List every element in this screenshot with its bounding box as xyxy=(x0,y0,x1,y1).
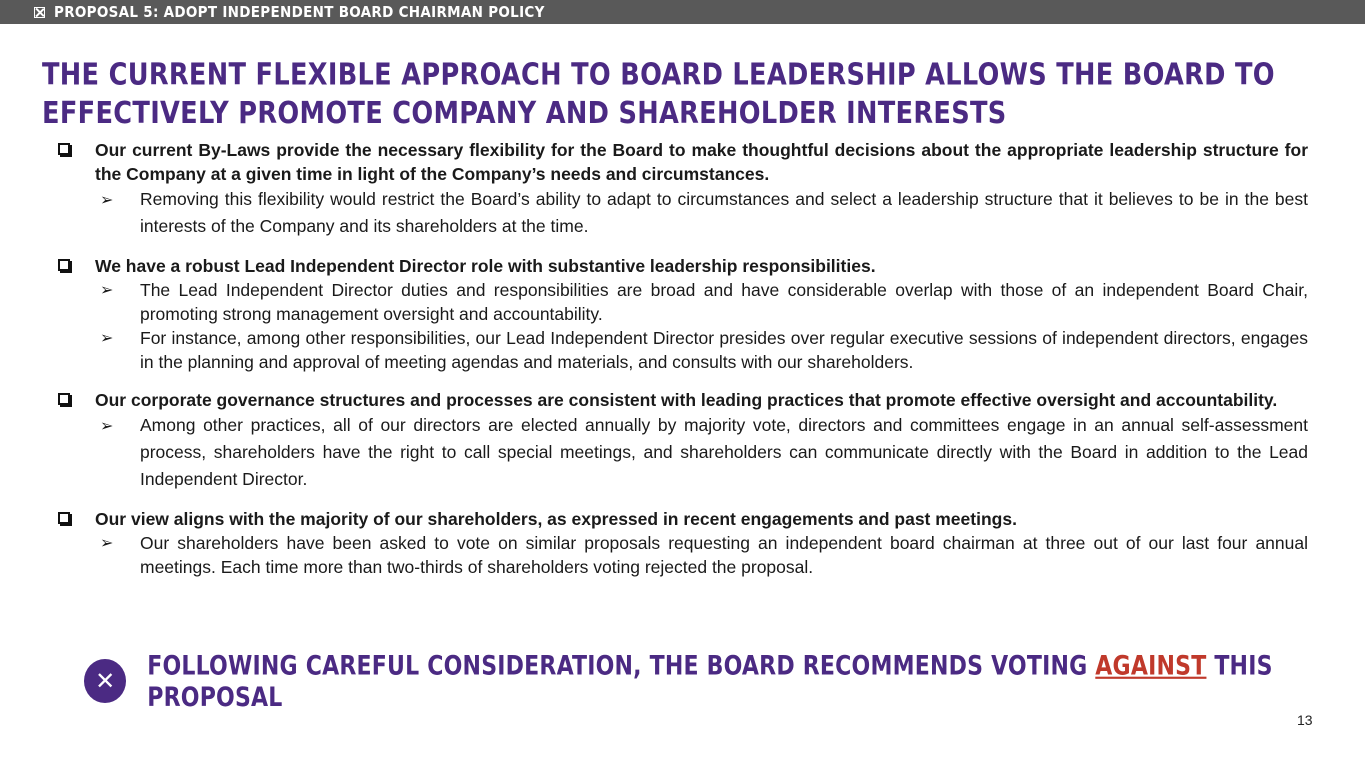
sub-bullet xyxy=(100,186,1308,240)
checkbox-x-icon xyxy=(34,7,45,18)
bullet-heading: Our current By-Laws provide the necessary flexibility for the Board to make thoughtful decisions about the appropriate leadership structure for the Company at a given time in light of the Company’s needs and circumstances. xyxy=(95,140,1308,184)
arrow-bullet-icon: ➢ xyxy=(100,328,114,347)
bullet-point xyxy=(58,507,1308,579)
page-title: THE CURRENT FLEXIBLE APPROACH TO BOARD LEADERSHIP ALLOWS THE BOARD TO EFFECTIVELY PROMOTE COMPANY AND SHAREHOLDER INTERESTS xyxy=(42,57,1275,131)
sub-bullet-text: The Lead Independent Director duties and responsibilities are broad and have considerable overlap with those of an independent Board Chair, promoting strong management oversight and accountability. xyxy=(140,280,1308,324)
sub-bullet-text: For instance, among other responsibilities, our Lead Independent Director presides over regular executive sessions of independent directors, engages in the planning and approval of meeting agendas and materials, and consults with our shareholders. xyxy=(140,328,1308,372)
sub-bullet-text: Removing this flexibility would restrict the Board’s ability to adapt to circumstances and select a leadership structure that it believes to be in the best interests of the Company and its shareholders at the time. xyxy=(140,189,1308,236)
square-bullet-icon xyxy=(58,393,70,405)
arrow-bullet-icon: ➢ xyxy=(100,190,114,209)
main-content xyxy=(58,138,1308,593)
x-circle-icon: ✕ xyxy=(84,659,126,703)
arrow-bullet-icon: ➢ xyxy=(100,416,114,435)
arrow-bullet-icon: ➢ xyxy=(100,280,114,299)
section-header-label: PROPOSAL 5: ADOPT INDEPENDENT BOARD CHAIRMAN POLICY xyxy=(54,3,545,21)
bullet-point xyxy=(58,388,1308,493)
bullet-heading: Our view aligns with the majority of our shareholders, as expressed in recent engagements and past meetings. xyxy=(95,509,1017,529)
bullet-heading: Our corporate governance structures and processes are consistent with leading practices that promote effective oversight and accountability. xyxy=(95,390,1278,410)
sub-bullet xyxy=(100,412,1308,493)
square-bullet-icon xyxy=(58,512,70,524)
board-recommendation xyxy=(84,649,1365,713)
bullet-point xyxy=(58,254,1308,374)
section-header-bar xyxy=(0,0,1365,24)
arrow-bullet-icon: ➢ xyxy=(100,533,114,552)
square-bullet-icon xyxy=(58,259,70,271)
against-emphasis: AGAINST xyxy=(1095,649,1207,681)
sub-bullet xyxy=(100,326,1308,374)
square-bullet-icon xyxy=(58,143,70,155)
page-number: 13 xyxy=(1297,712,1313,728)
sub-bullet xyxy=(100,531,1308,579)
bullet-point xyxy=(58,138,1308,240)
sub-bullet-text: Our shareholders have been asked to vote on similar proposals requesting an independent board chairman at three out of our last four annual meetings. Each time more than two-thirds of shareholders voting rejected the proposal. xyxy=(140,533,1308,577)
recommendation-text: FOLLOWING CAREFUL CONSIDERATION, THE BOARD RECOMMENDS VOTING AGAINST THIS PROPOSAL xyxy=(147,649,1273,713)
sub-bullet xyxy=(100,278,1308,326)
bullet-heading: We have a robust Lead Independent Director role with substantive leadership responsibilities. xyxy=(95,256,876,276)
sub-bullet-text: Among other practices, all of our directors are elected annually by majority vote, directors and committees engage in an annual self-assessment process, shareholders have the right to call special meetings, and shareholders can communicate directly with the Board in addition to the Lead Independent Director. xyxy=(140,415,1308,489)
